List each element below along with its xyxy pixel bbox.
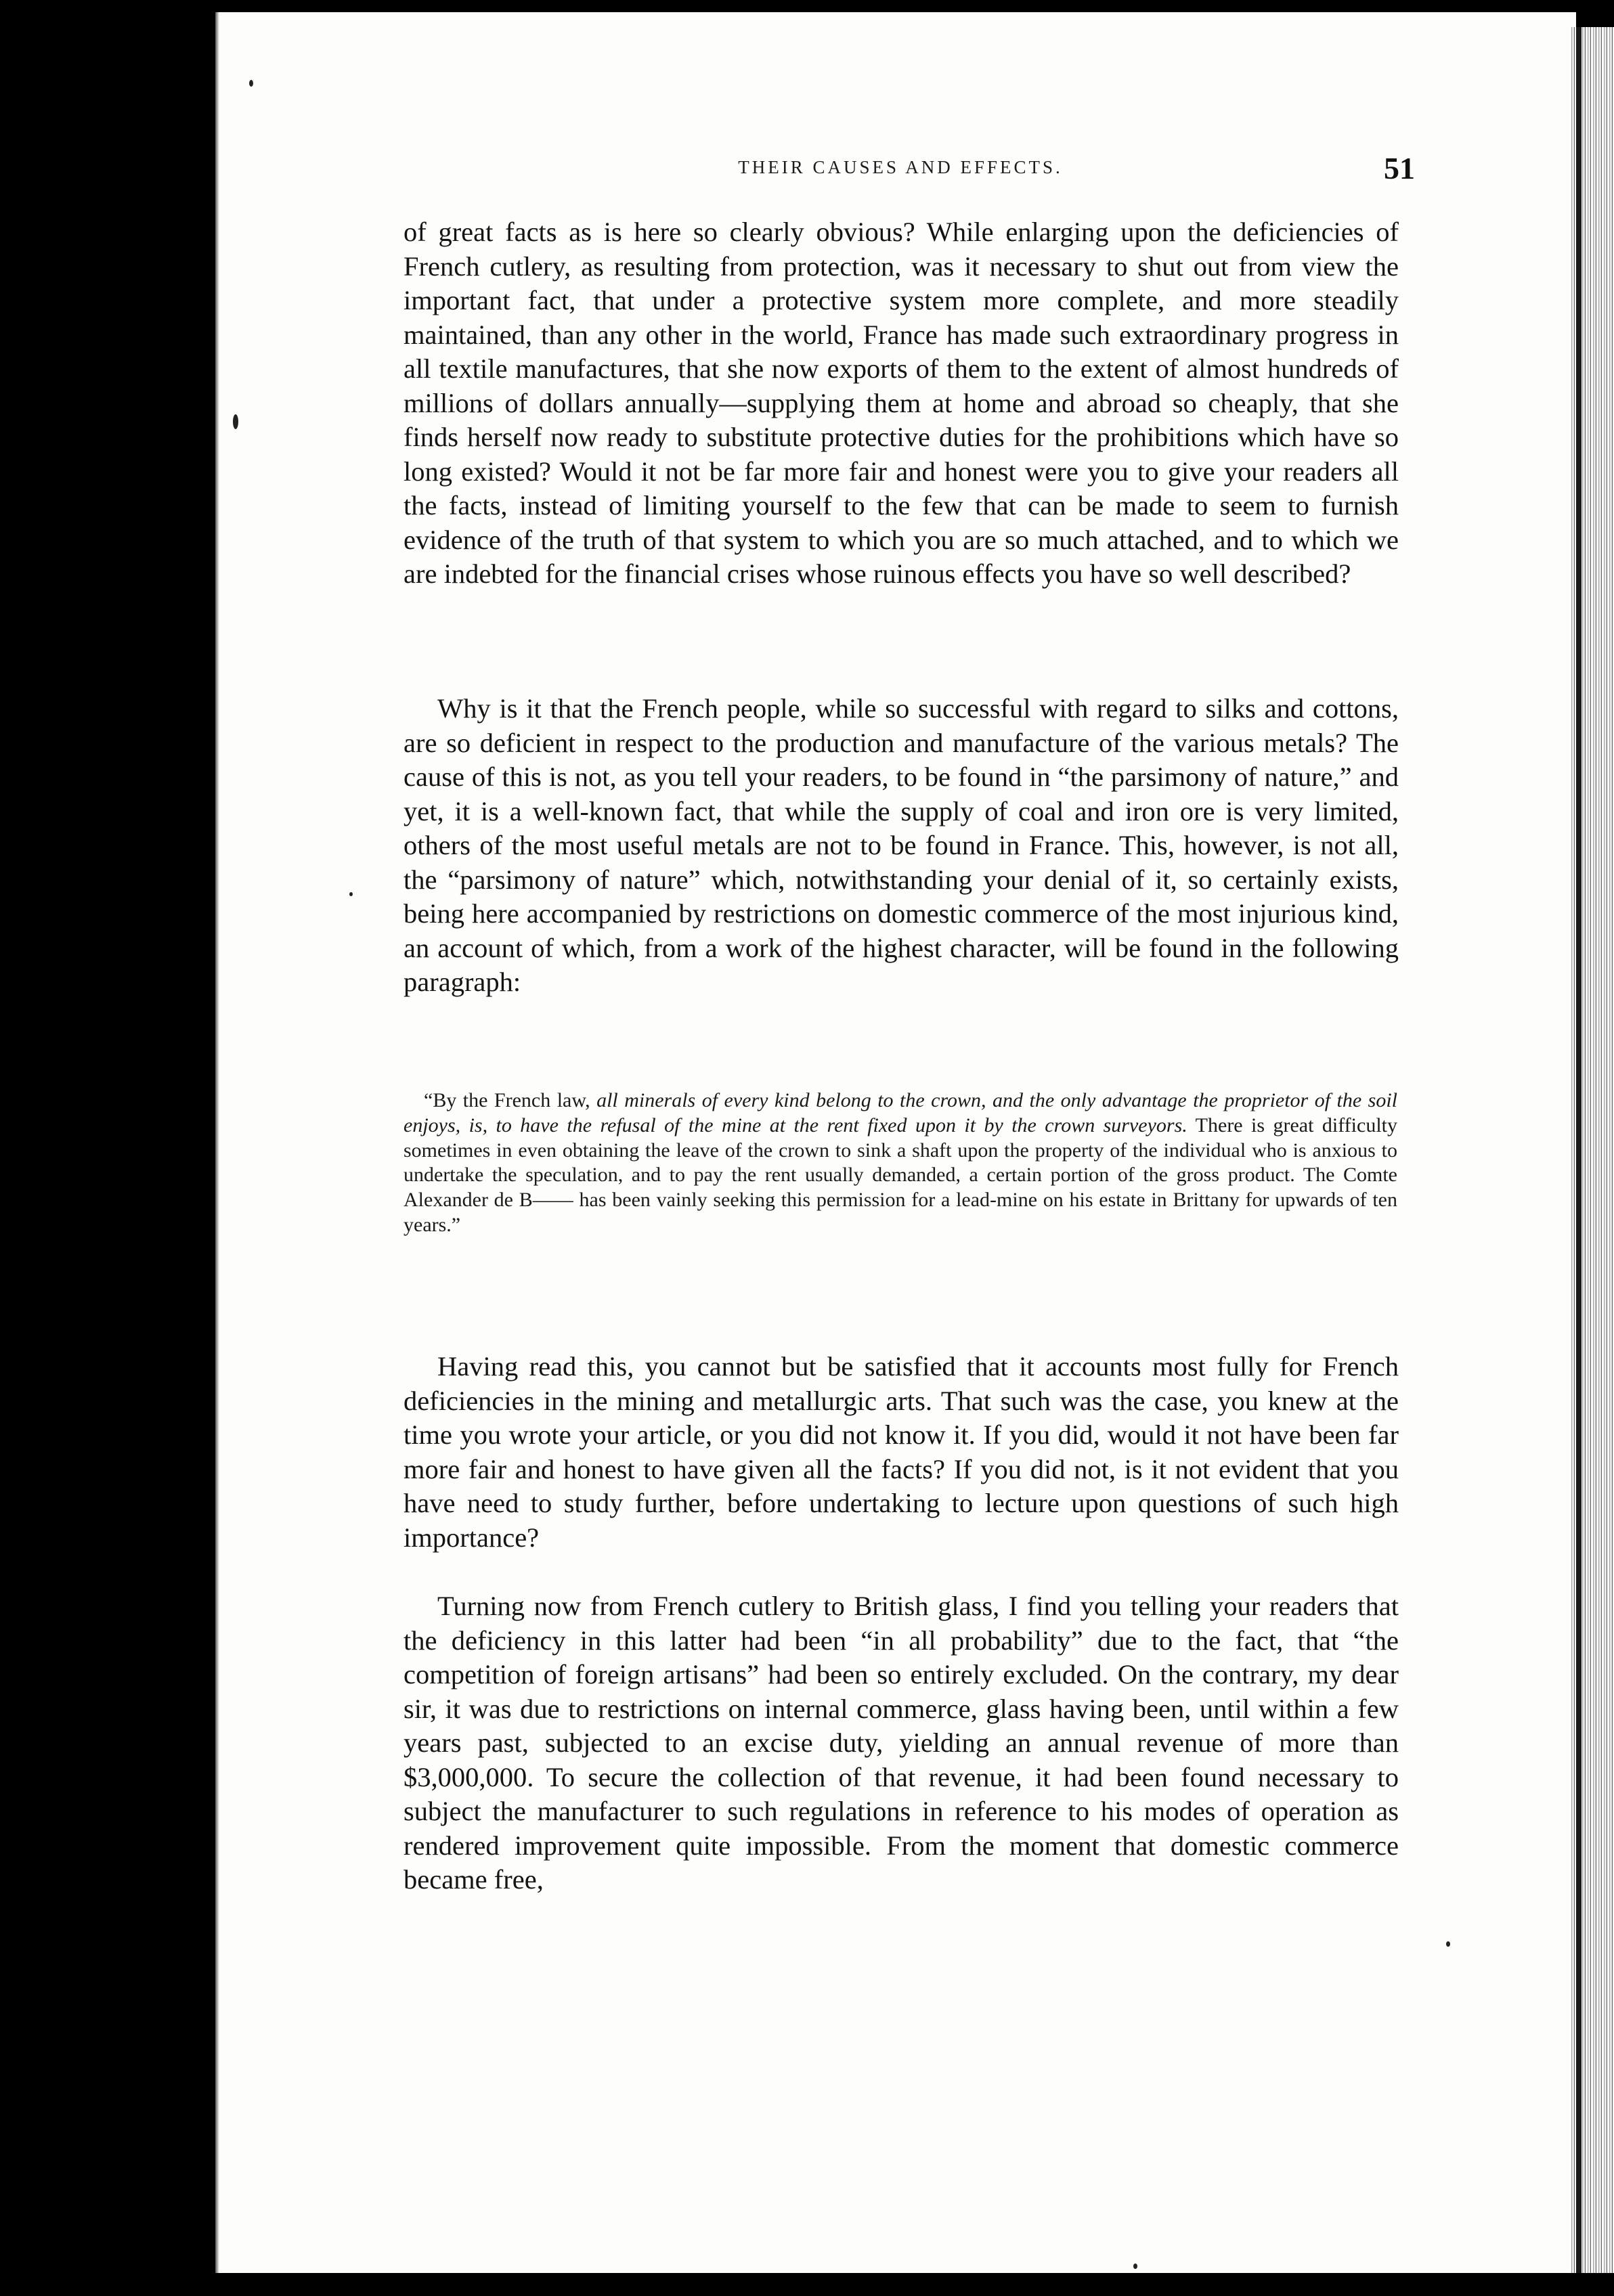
- paragraph-4-text: Turning now from French cutlery to British glass, I find you telling your readers that the deficiency in this latter had been “in all probability” due to the fact, that “the competition of foreign artisans” had been so entirely excluded. On the contrary, my dear sir, it was due to restrictions on internal commerce, glass having been, until within a few years past, subjected to an excise duty, yielding an annual revenue of more than $3,000,000. To secure the collection of that revenue, it had been found necessary to subject the manufacturer to such regulations in reference to his modes of operation as rendered improvement quite impossible. From the moment that domestic commerce became free,: [404, 1591, 1399, 1895]
- paragraph-1-text: of great facts as is here so clearly obvious? While enlarging upon the deficiencies of French cutlery, as resulting from protection, was it necessary to shut out from view the important fact, that under a protective system more complete, and more steadily maintained, than any other in the world, France has made such extraordinary progress in all textile manufactures, that she now exports of them to the extent of almost hundreds of millions of dollars annually—supplying them at home and abroad so cheaply, that she finds herself now ready to substitute protective duties for the prohibitions which have so long existed? Would it not be far more fair and honest were you to give your readers all the facts, instead of limiting yourself to the few that can be made to seem to furnish evidence of the truth of that system to which you are so much attached, and to which we are indebted for the financial crises whose ruinous effects you have so well described?: [404, 217, 1399, 589]
- paragraph-1: [404, 215, 1399, 592]
- paragraph-4: [404, 1589, 1399, 1897]
- page-number: 51: [1384, 151, 1415, 185]
- quote-italic: all minerals of every kind belong to the crown, and the only advantage the proprietor of the soil enjoys, is, to have the refusal of the mine at the rent fixed upon it by the crown surveyors.: [404, 1089, 1397, 1136]
- paragraph-2: [404, 692, 1399, 1000]
- page-edge-line: [1576, 27, 1582, 2273]
- scan-left-border: [0, 0, 215, 2296]
- scan-speck: [1446, 1941, 1450, 1947]
- paragraph-2-text: Why is it that the French people, while so successful with regard to silks and cottons, are so deficient in respect to the production and manufacture of the various metals? The cause of this is not, as you tell your readers, to be found in “the parsimony of nature,” and yet, it is a well-known fact, that while the supply of coal and iron ore is very limited, others of the most useful metals are not to be found in France. This, however, is not all, the “parsimony of nature” which, notwithstanding your denial of it, so certainly exists, being here accompanied by restrictions on domestic commerce of the most injurious kind, an account of which, from a work of the highest character, will be found in the following paragraph:: [404, 693, 1399, 997]
- page-shadow: [215, 12, 219, 2273]
- scan-speck: [249, 80, 253, 87]
- paragraph-3-text: Having read this, you cannot but be satisfied that it accounts most fully for French deficiencies in the mining and metallurgic arts. That such was the case, you knew at the time you wrote your article, or you did not know it. If you did, would it not have been far more fair and honest to have given all the facts? If you did not, is it not evident that you have need to study further, before undertaking to lecture upon questions of such high importance?: [404, 1351, 1399, 1553]
- paragraph-3: [404, 1350, 1399, 1555]
- scan-speck: [233, 414, 238, 429]
- scan-speck: [349, 892, 353, 896]
- quote-opening: “By the French law,: [424, 1089, 597, 1111]
- scan-bottom-border: [0, 2273, 1614, 2296]
- quote-rest: There is great difficulty sometimes in even obtaining the leave of the crown to sink a shaft upon the property of the individual who is anxious to undertake the speculation, and to pay the rent usually demanded, a certain portion of the gross product. The Comte Alexander de B—— has been vainly seeking this permission for a lead-mine on his estate in Brittany for upwards of ten years.”: [404, 1113, 1397, 1236]
- scan-top-border: [0, 0, 1614, 14]
- running-head: THEIR CAUSES AND EFFECTS.: [738, 157, 1063, 177]
- scan-speck: [1133, 2264, 1137, 2269]
- block-quote: [404, 1088, 1397, 1238]
